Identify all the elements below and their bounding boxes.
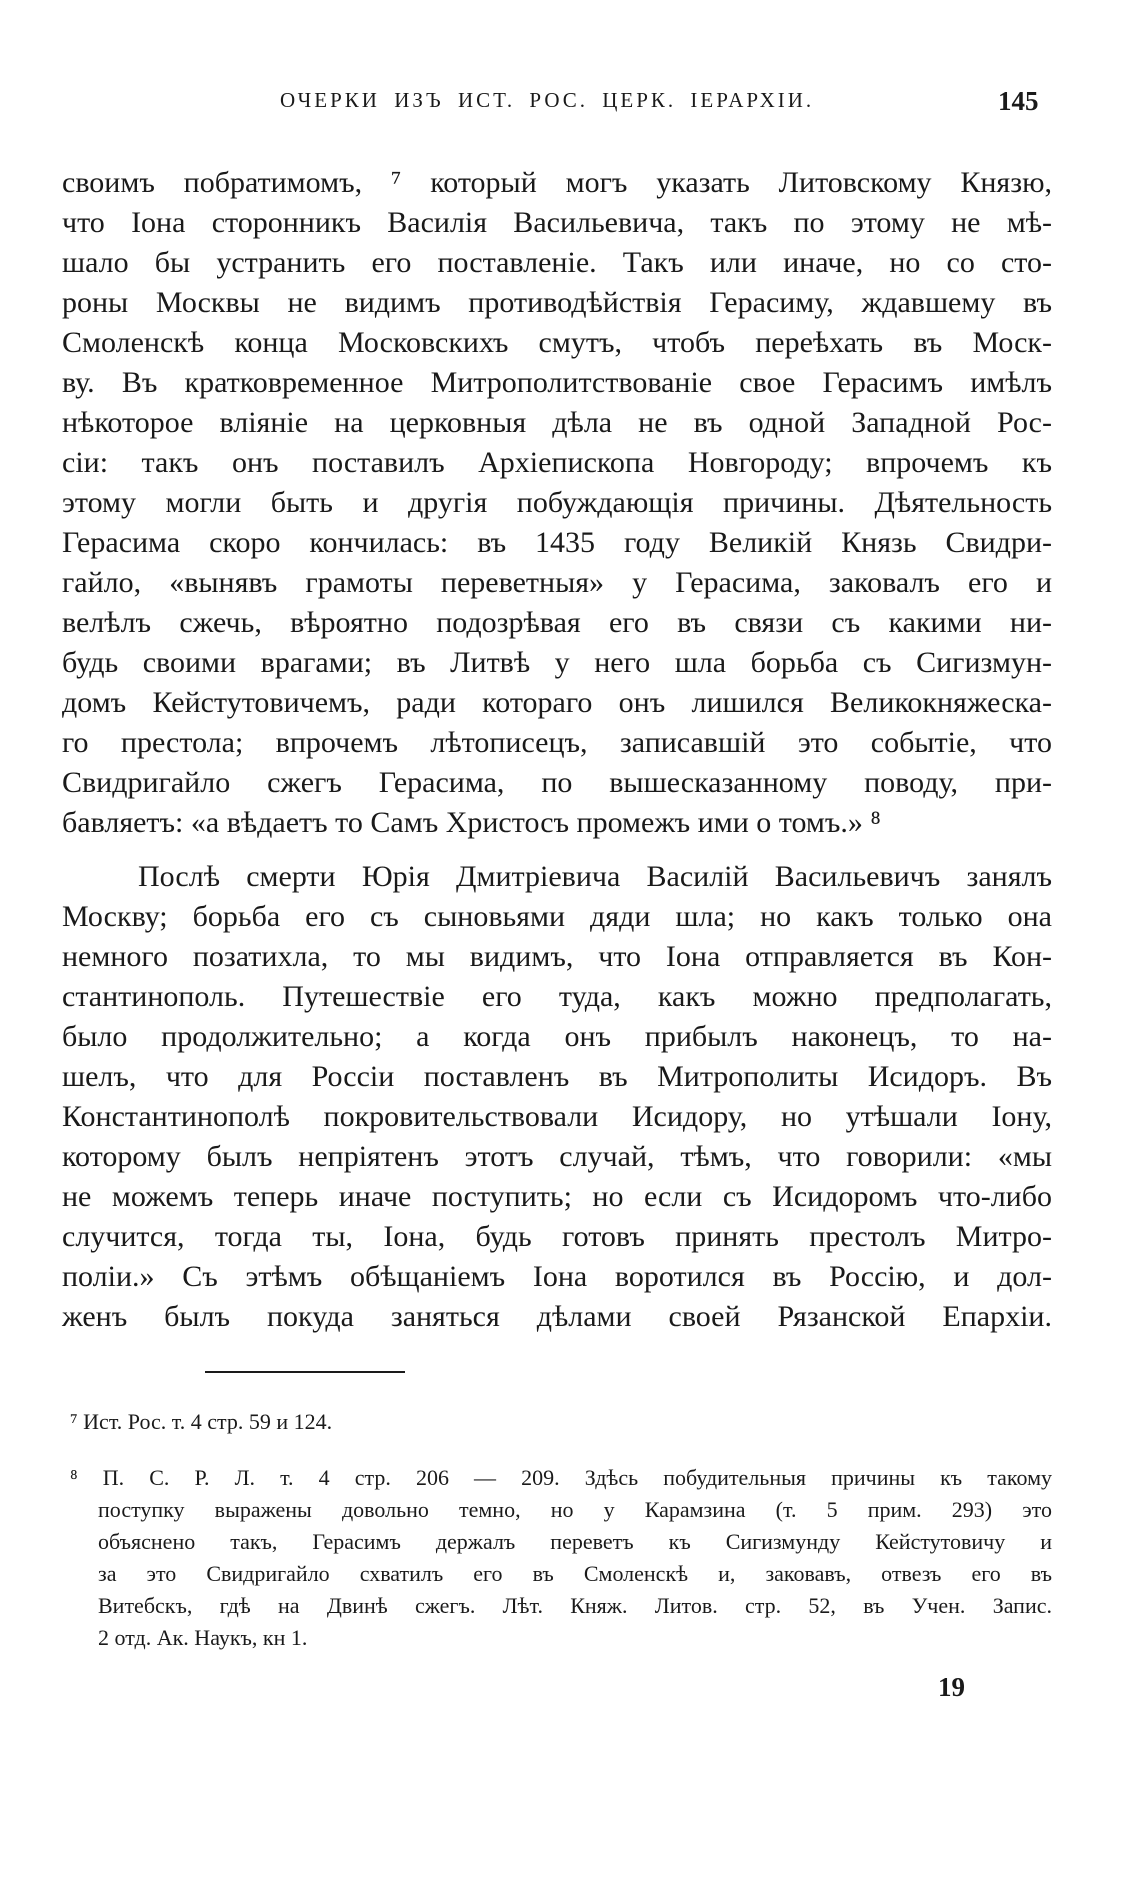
text-line: своимъ побратимомъ, ⁷ который могъ указать Литовскому Князю,: [62, 166, 1052, 199]
text-line: шало бы устранить его поставленіе. Такъ или иначе, но со сто-: [62, 246, 1052, 279]
text-line: гайло, «вынявъ грамоты переветныя» у Герасима, заковалъ его и: [62, 566, 1052, 599]
text-line: бавляетъ: «а вѣдаетъ то Самъ Христосъ промежъ ими о томъ.» ⁸: [62, 806, 881, 839]
paragraph: [62, 857, 1052, 1337]
text-line: Свидригайло сжегъ Герасима, по вышесказанному поводу, при-: [62, 766, 1052, 799]
footnote-line: поступку выражены довольно темно, но у Карамзина (т. 5 прим. 293) это: [98, 1497, 1052, 1522]
text-line: поліи.» Съ этѣмъ обѣщаніемъ Іона воротился въ Россію, и дол-: [62, 1260, 1052, 1293]
footnote: [70, 1406, 1052, 1438]
text-line: было продолжительно; а когда онъ прибылъ наконецъ, то на-: [62, 1020, 1052, 1053]
footnote: [70, 1462, 1052, 1654]
text-line: шелъ, что для Россіи поставленъ въ Митрополиты Исидоръ. Въ: [62, 1060, 1052, 1093]
text-line: го престола; впрочемъ лѣтописецъ, записавшій это событіе, что: [62, 726, 1052, 759]
text-line: Константинополѣ покровительствовали Исидору, но утѣшали Іону,: [62, 1100, 1052, 1133]
page-number: 145: [998, 86, 1039, 116]
text-line: домъ Кейстутовичемъ, ради котораго онъ лишился Великокняжеска-: [62, 686, 1052, 719]
text-line: Послѣ смерти Юрія Дмитріевича Василій Васильевичъ занялъ: [138, 860, 1052, 893]
text-line: немного позатихла, то мы видимъ, что Іона отправляется въ Кон-: [62, 940, 1052, 973]
text-line: велѣлъ сжечь, вѣроятно подозрѣвая его въ связи съ какими ни-: [62, 606, 1052, 639]
footnote-line: 2 отд. Ак. Наукъ, кн 1.: [98, 1625, 308, 1650]
footnote-line: Витебскъ, гдѣ на Двинѣ сжегъ. Лѣт. Княж. Литов. стр. 52, въ Учен. Запис.: [98, 1593, 1052, 1618]
footnote-line: ⁷ Ист. Рос. т. 4 стр. 59 и 124.: [70, 1409, 333, 1434]
text-line: Смоленскѣ конца Московскихъ смутъ, чтобъ переѣхать въ Моск-: [62, 326, 1052, 359]
text-line: стантинополь. Путешествіе его туда, какъ можно предполагать,: [62, 980, 1052, 1013]
text-line: сіи: такъ онъ поставилъ Архіепископа Новгороду; впрочемъ къ: [62, 446, 1052, 479]
text-line: роны Москвы не видимъ противодѣйствія Герасиму, ждавшему въ: [62, 286, 1052, 319]
footnote-line: за это Свидригайло схватилъ его въ Смоленскѣ и, заковавъ, отвезъ его въ: [98, 1561, 1052, 1586]
footnote-line: ⁸ П. С. Р. Л. т. 4 стр. 206 — 209. Здѣсь побудительныя причины къ такому: [70, 1465, 1052, 1490]
text-line: не можемъ теперь иначе поступить; но если съ Исидоромъ что-либо: [62, 1180, 1052, 1213]
text-line: женъ былъ покуда заняться дѣлами своей Рязанской Епархіи.: [62, 1300, 1052, 1333]
text-line: будь своими врагами; въ Литвѣ у него шла борьба съ Сигизмун-: [62, 646, 1052, 679]
text-line: Москву; борьба его съ сыновьями дяди шла; но какъ только она: [62, 900, 1052, 933]
footnote-divider: [205, 1371, 405, 1373]
footnote-line: объяснено такъ, Герасимъ держалъ переветъ къ Сигизмунду Кейстутовичу и: [98, 1529, 1052, 1554]
signature-mark: 19: [938, 1672, 965, 1702]
paragraph: [62, 163, 1052, 843]
text-line: которому былъ непріятенъ этотъ случай, тѣмъ, что говорили: «мы: [62, 1140, 1052, 1173]
text-line: ву. Въ кратковременное Митрополитствованіе свое Герасимъ имѣлъ: [62, 366, 1052, 399]
text-line: этому могли быть и другія побуждающія причины. Дѣятельность: [62, 486, 1052, 519]
text-line: что Іона сторонникъ Василія Васильевича, такъ по этому не мѣ-: [62, 206, 1052, 239]
text-line: Герасима скоро кончилась: въ 1435 году Великій Князь Свидри-: [62, 526, 1052, 559]
text-line: случится, тогда ты, Іона, будь готовъ принять престолъ Митро-: [62, 1220, 1052, 1253]
text-line: нѣкоторое вліяніе на церковныя дѣла не въ одной Западной Рос-: [62, 406, 1052, 439]
running-title: ОЧЕРКИ ИЗЪ ИСТ. РОС. ЦЕРК. ІЕРАРХІИ.: [280, 88, 815, 112]
